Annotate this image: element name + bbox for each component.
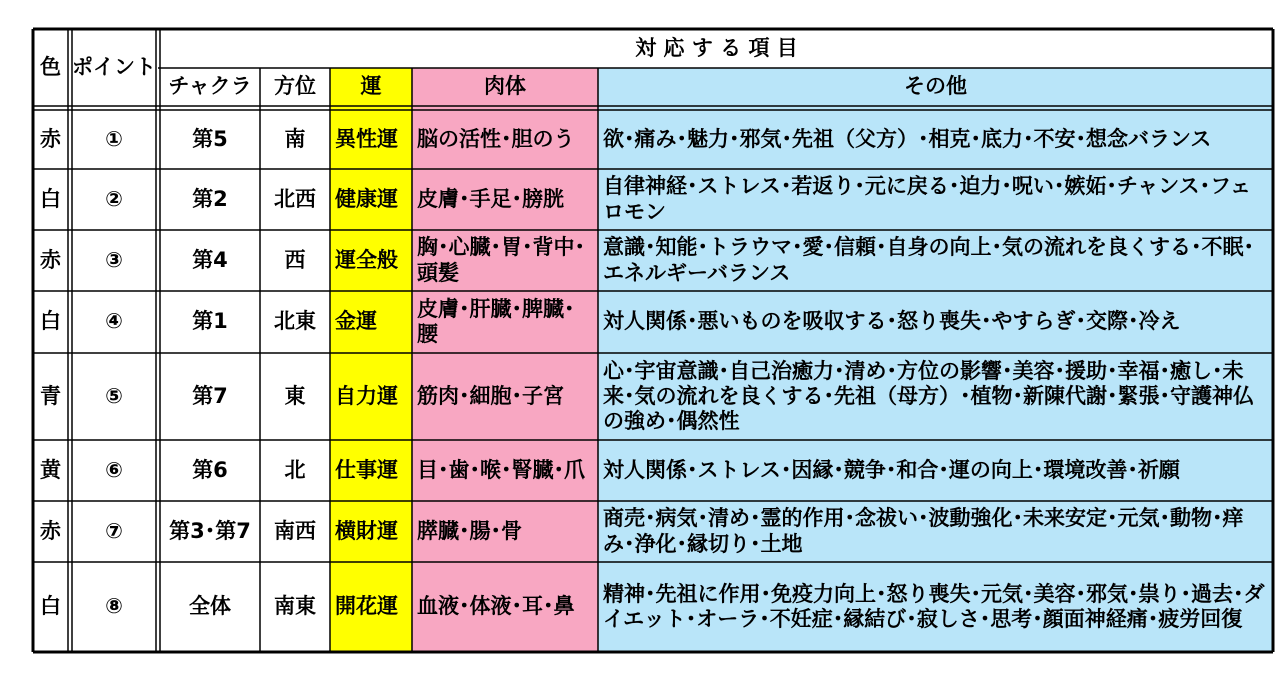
cell-chakra: 第7 <box>192 383 228 408</box>
cell-body: 膵臓･腸･骨 <box>417 518 522 543</box>
cell-direction: 北東 <box>274 309 316 334</box>
cell-point: ② <box>105 186 123 211</box>
cell-point: ⑦ <box>105 518 123 543</box>
header-direction: 方位 <box>274 74 316 99</box>
cell-color: 白 <box>40 309 61 334</box>
cell-chakra: 第4 <box>192 247 228 272</box>
cell-body: 皮膚･肝臓･脾臓･腰 <box>417 296 575 346</box>
cell-color: 赤 <box>40 247 61 272</box>
cell-point: ③ <box>105 247 123 272</box>
cell-fortune: 自力運 <box>335 383 398 408</box>
header-point: ポイント <box>72 54 156 79</box>
cell-fortune: 開花運 <box>335 594 398 619</box>
cell-chakra: 第2 <box>192 186 228 211</box>
cell-fortune: 健康運 <box>335 186 398 211</box>
header-other: その他 <box>904 74 967 99</box>
cell-chakra: 全体 <box>189 594 231 619</box>
cell-color: 白 <box>40 186 61 211</box>
cell-fortune: 金運 <box>335 309 377 334</box>
cell-other: 精神･先祖に作用･免疫力向上･怒り喪失･元気･美容･邪気･祟り･過去･ダイエット･オーラ･不妊症･縁結び･寂しさ･思考･顔面神経痛･疲労回復 <box>603 581 1265 631</box>
cell-other: 意識･知能･トラウマ･愛･信頼･自身の向上･気の流れを良くする･不眠･エネルギーバランス <box>603 235 1254 285</box>
cell-body: 筋肉･細胞･子宮 <box>417 383 564 408</box>
header-group: 対 応 す る 項 目 <box>635 35 798 60</box>
cell-point: ④ <box>105 309 123 334</box>
cell-body: 胸･心臓･胃･背中･頭髪 <box>417 235 585 285</box>
cell-other: 心･宇宙意識･自己治癒力･清め･方位の影響･美容･援助･幸福･癒し･未来･気の流れを良くする･先祖（母方）･植物･新陳代謝･緊張･守護神仏の強め･偶然性 <box>603 358 1254 434</box>
cell-color: 黄 <box>40 457 61 482</box>
cell-color: 青 <box>40 383 61 408</box>
cell-direction: 西 <box>284 247 306 272</box>
cell-color: 白 <box>40 594 61 619</box>
cell-fortune: 異性運 <box>335 126 398 151</box>
cell-fortune: 運全般 <box>335 247 398 272</box>
cell-chakra: 第5 <box>192 126 228 151</box>
cell-other: 対人関係･ストレス･因縁･競争･和合･運の向上･環境改善･祈願 <box>603 457 1180 482</box>
cell-color: 赤 <box>40 518 61 543</box>
cell-direction: 南西 <box>274 518 316 543</box>
header-body: 肉体 <box>484 74 526 99</box>
header-color: 色 <box>40 54 61 79</box>
header-chakra: チャクラ <box>168 74 252 99</box>
cell-direction: 東 <box>284 383 306 408</box>
cell-direction: 南 <box>284 126 306 151</box>
cell-color: 赤 <box>40 126 61 151</box>
cell-point: ⑤ <box>105 383 123 408</box>
cell-point: ⑧ <box>105 594 123 619</box>
cell-direction: 北西 <box>274 186 316 211</box>
cell-direction: 北 <box>284 457 306 482</box>
cell-body: 皮膚･手足･膀胱 <box>417 186 564 211</box>
cell-point: ⑥ <box>105 457 123 482</box>
cell-other: 対人関係･悪いものを吸収する･怒り喪失･やすらぎ･交際･冷え <box>603 309 1181 334</box>
cell-body: 目･歯･喉･腎臓･爪 <box>417 457 585 482</box>
cell-other: 商売･病気･清め･霊的作用･念祓い･波動強化･未来安定･元気･動物･痒み･浄化･縁切り･土地 <box>603 506 1244 556</box>
cell-other: 欲･痛み･魅力･邪気･先祖（父方）･相克･底力･不安･想念バランス <box>603 126 1212 151</box>
cell-chakra: 第6 <box>192 457 228 482</box>
cell-fortune: 横財運 <box>335 518 398 543</box>
cell-body: 血液･体液･耳･鼻 <box>417 594 575 619</box>
cell-chakra: 第1 <box>192 309 228 334</box>
cell-direction: 南東 <box>274 594 316 619</box>
cell-other: 自律神経･ストレス･若返り･元に戻る･迫力･呪い･嫉妬･チャンス･フェロモン <box>603 174 1252 224</box>
cell-chakra: 第3･第7 <box>169 518 251 543</box>
cell-body: 脳の活性･胆のう <box>417 126 575 151</box>
cell-fortune: 仕事運 <box>335 457 398 482</box>
cell-point: ① <box>105 126 123 151</box>
header-fortune: 運 <box>360 74 382 99</box>
